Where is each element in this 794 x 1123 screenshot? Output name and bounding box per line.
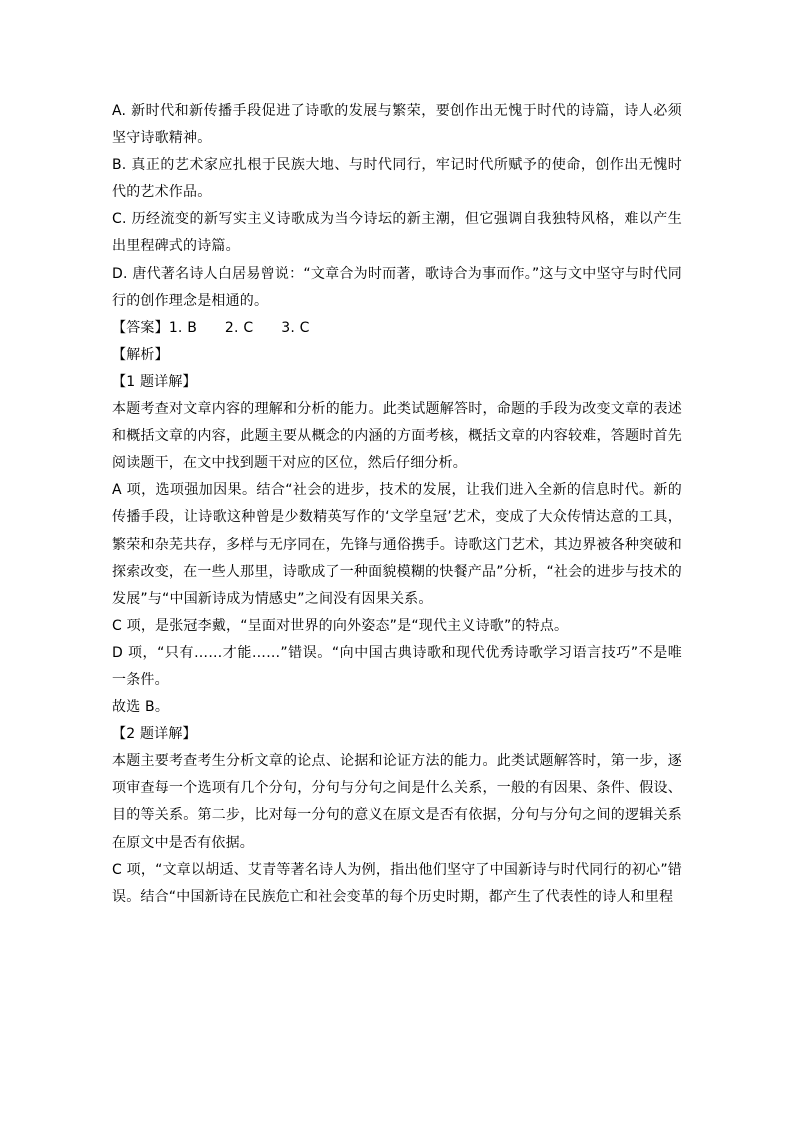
q1-heading: 【1 题详解】 (112, 373, 197, 390)
answer-label: 【答案】 (112, 319, 169, 336)
q2-heading: 【2 题详解】 (112, 726, 197, 743)
option-c: C. 历经流变的新写实主义诗歌成为当今诗坛的新主潮，但它强调自我独特风格，难以产生出里程碑式的诗篇。 (112, 211, 682, 255)
q2-option-c-analysis: C 项，“文章以胡适、艾青等著名诗人为例，指出他们坚守了中国新诗与时代同行的初心”错误。结合“中国新诗在民族危亡和社会变革的每个历史时期，都产生了代表性的诗人和里程 (112, 861, 682, 905)
q1-option-c-analysis: C 项，是张冠李戴，“呈面对世界的向外姿态”是“现代主义诗歌”的特点。 (112, 617, 569, 634)
option-b: B. 真正的艺术家应扎根于民族大地、与时代同行，牢记时代所赋予的使命，创作出无愧时代的艺术作品。 (112, 157, 682, 201)
document-body (112, 98, 682, 911)
option-a: A. 新时代和新传播手段促进了诗歌的发展与繁荣，要创作出无愧于时代的诗篇，诗人必须坚守诗歌精神。 (112, 103, 682, 147)
answer-line (112, 315, 682, 342)
answer-items: 1. B 2. C 3. C (168, 319, 310, 336)
q1-conclusion: 故选 B。 (112, 699, 170, 716)
option-d: D. 唐代著名诗人白居易曾说：“文章合为时而著，歌诗合为事而作。”这与文中坚守与时代同行的创作理念是相通的。 (112, 265, 682, 309)
q1-option-a-analysis: A 项，选项强加因果。结合“社会的进步，技术的发展，让我们进入全新的信息时代。新的传播手段，让诗歌这种曾是少数精英写作的‘文学皇冠’艺术，变成了大众传情达意的工具，繁荣和杂芜共存，多样与无序同在，先锋与通俗携手。诗歌这门艺术，其边界被各种突破和探索改变，在一些人那里，诗歌成了一种面貌模糊的快餐产品”分析，“社会的进步与技术的发展”与“中国新诗成为情感史”之间没有因果关系。 (112, 482, 682, 607)
q2-intro: 本题主要考查考生分析文章的论点、论据和论证方法的能力。此类试题解答时，第一步，逐项审查每一个选项有几个分句，分句与分句之间是什么关系，一般的有因果、条件、假设、目的等关系。第二步，比对每一分句的意义在原文是否有依据，分句与分句之间的逻辑关系在原文中是否有依据。 (112, 753, 682, 851)
q1-intro: 本题考查对文章内容的理解和分析的能力。此类试题解答时，命题的手段为改变文章的表述和概括文章的内容，此题主要从概念的内涵的方面考核，概括文章的内容较难，答题时首先阅读题干，在文中找到题干对应的区位，然后仔细分析。 (112, 401, 682, 472)
analysis-label: 【解析】 (112, 346, 169, 363)
q1-option-d-analysis: D 项，“只有……才能……”错误。“向中国古典诗歌和现代优秀诗歌学习语言技巧”不是唯一条件。 (112, 644, 682, 688)
